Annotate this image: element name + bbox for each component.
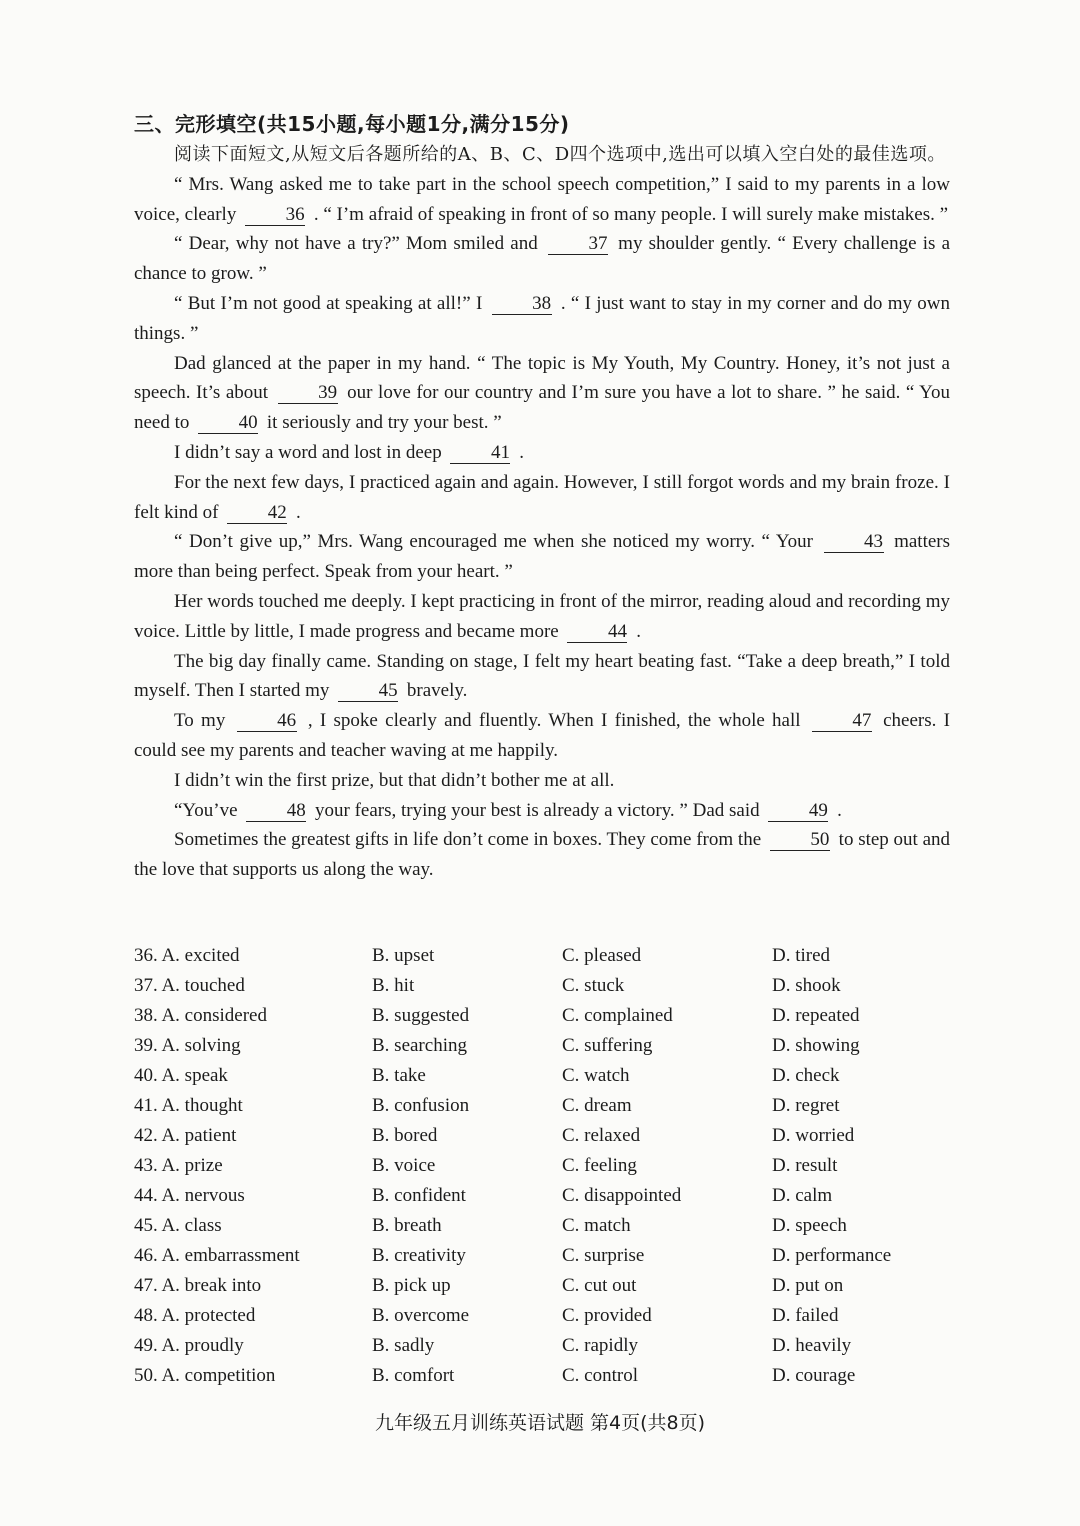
option-B: B. hit <box>372 975 415 996</box>
page-footer: 九年级五月训练英语试题 第4页(共8页) <box>374 1412 706 1434</box>
option-row <box>134 1245 950 1275</box>
passage-paragraph <box>134 527 950 587</box>
option-B: B. confusion <box>372 1095 470 1116</box>
option-C: C. watch <box>562 1065 630 1086</box>
blank-37: 37 <box>548 234 608 255</box>
option-B: B. take <box>372 1065 426 1086</box>
option-D: D. result <box>772 1155 838 1176</box>
option-A: 40. A. speak <box>134 1065 228 1086</box>
passage-text: . <box>519 441 524 463</box>
passage-paragraph <box>134 349 950 438</box>
passage-text: Her words touched me deeply. I kept practicing in front of the mirror, reading aloud and recording my voice. Little by little, I made progress and became more <box>134 590 950 642</box>
passage-paragraph <box>134 438 950 468</box>
option-C: C. disappointed <box>562 1185 682 1206</box>
blank-48: 48 <box>246 801 306 822</box>
passage-paragraph <box>134 468 950 528</box>
option-D: D. speech <box>772 1215 847 1236</box>
passage-text: To my <box>174 710 226 732</box>
option-D: D. shook <box>772 975 841 996</box>
option-row <box>134 1065 950 1095</box>
passage-paragraph <box>134 796 950 826</box>
passage-text: “ Don’t give up,” Mrs. Wang encouraged me when she noticed my worry. “ Your <box>174 531 813 553</box>
option-B: B. voice <box>372 1155 436 1176</box>
option-A: 45. A. class <box>134 1215 222 1236</box>
option-A: 38. A. considered <box>134 1005 267 1026</box>
blank-41: 41 <box>450 443 510 464</box>
blank-46: 46 <box>237 711 297 732</box>
option-A: 39. A. solving <box>134 1035 241 1056</box>
option-C: C. complained <box>562 1005 673 1026</box>
option-A: 50. A. competition <box>134 1365 276 1386</box>
blank-49: 49 <box>768 801 828 822</box>
option-C: C. rapidly <box>562 1335 638 1356</box>
blank-39: 39 <box>278 383 338 404</box>
option-B: B. sadly <box>372 1335 435 1356</box>
passage-text: For the next few days, I practiced again and again. However, I still forgot words and my brain froze. I felt kind of <box>134 471 950 523</box>
passage-text: “ Mrs. Wang asked me to take part in the school speech competition,” I said to my parents in a low voice, clearly <box>134 173 950 225</box>
passage-text: my shoulder gently. “ Every challenge is a chance to grow. ” <box>134 233 951 285</box>
blank-50: 50 <box>770 830 830 851</box>
passage-paragraph <box>134 706 950 766</box>
option-row <box>134 1155 950 1185</box>
section-title: 三、完形填空(共15小题,每小题1分,满分15分) <box>134 112 570 136</box>
passage-paragraph <box>134 766 950 796</box>
instructions: 阅读下面短文,从短文后各题所给的A、B、C、D四个选项中,选出可以填入空白处的最佳选项。 <box>174 144 946 165</box>
option-D: D. heavily <box>772 1335 852 1356</box>
option-D: D. regret <box>772 1095 840 1116</box>
passage-text: . <box>837 799 842 821</box>
option-row <box>134 1335 950 1365</box>
passage-text: your fears, trying your best is already a victory. ” Dad said <box>315 799 760 821</box>
option-C: C. surprise <box>562 1245 645 1266</box>
passage-text: I didn’t win the first prize, but that didn’t bother me at all. <box>174 769 615 791</box>
blank-43: 43 <box>824 532 884 553</box>
option-B: B. overcome <box>372 1305 470 1326</box>
passage-text: . “ I’m afraid of speaking in front of so many people. I will surely make mistakes. ” <box>313 203 949 225</box>
option-B: B. upset <box>372 945 435 966</box>
blank-42: 42 <box>227 503 287 524</box>
passage-text: I didn’t say a word and lost in deep <box>174 441 442 463</box>
passage-text: Dad glanced at the paper in my hand. “ The topic is My Youth, My Country. Honey, it’s not just a speech. It’s about <box>134 352 950 404</box>
blank-38: 38 <box>492 294 552 315</box>
option-C: C. control <box>562 1365 638 1386</box>
option-C: C. match <box>562 1215 631 1236</box>
option-D: D. calm <box>772 1185 833 1206</box>
passage-text: “ But I’m not good at speaking at all!” I <box>174 292 483 314</box>
option-row <box>134 1185 950 1215</box>
passage-text: cheers. I could see my parents and teacher waving at me happily. <box>134 710 951 761</box>
passage-paragraph <box>134 647 950 707</box>
option-row <box>134 1125 950 1155</box>
option-row <box>134 1275 950 1305</box>
option-D: D. failed <box>772 1305 839 1326</box>
option-D: D. courage <box>772 1365 856 1386</box>
passage-body <box>134 170 950 885</box>
option-B: B. bored <box>372 1125 438 1146</box>
option-C: C. provided <box>562 1305 652 1326</box>
passage-paragraph <box>134 825 950 885</box>
option-A: 43. A. prize <box>134 1155 223 1176</box>
option-B: B. comfort <box>372 1365 455 1386</box>
option-C: C. cut out <box>562 1275 637 1296</box>
option-A: 46. A. embarrassment <box>134 1245 300 1266</box>
option-row <box>134 1215 950 1245</box>
option-row <box>134 1365 950 1395</box>
blank-44: 44 <box>567 622 627 643</box>
passage-text: matters more than being perfect. Speak from your heart. ” <box>134 531 951 583</box>
option-C: C. feeling <box>562 1155 637 1176</box>
passage-text: . <box>295 501 301 523</box>
passage-paragraph <box>134 170 950 230</box>
options-list <box>134 945 950 1395</box>
passage-paragraph <box>134 587 950 647</box>
option-row <box>134 1005 950 1035</box>
option-B: B. suggested <box>372 1005 470 1026</box>
passage-text: . “ I just want to stay in my corner and do my own things. ” <box>134 292 951 344</box>
option-B: B. breath <box>372 1215 442 1236</box>
option-A: 37. A. touched <box>134 975 245 996</box>
option-D: D. showing <box>772 1035 860 1056</box>
option-A: 41. A. thought <box>134 1095 243 1116</box>
option-D: D. put on <box>772 1275 844 1296</box>
passage-text: The big day finally came. Standing on stage, I felt my heart beating fast. “Take a deep breath,” I told myself. Then I started my <box>134 650 950 702</box>
option-row <box>134 945 950 975</box>
passage-text: to step out and the love that supports us along the way. <box>134 829 951 881</box>
passage-text: “ Dear, why not have a try?” Mom smiled and <box>174 233 538 255</box>
passage-paragraph <box>134 289 950 349</box>
option-A: 44. A. nervous <box>134 1185 245 1206</box>
passage-text: . <box>636 620 641 642</box>
option-row <box>134 975 950 1005</box>
passage-text: , I spoke clearly and fluently. When I finished, the whole hall <box>307 710 801 732</box>
option-row <box>134 1305 950 1335</box>
option-D: D. repeated <box>772 1005 860 1026</box>
passage-text: “You’ve <box>174 799 238 821</box>
blank-40: 40 <box>198 413 258 434</box>
option-B: B. confident <box>372 1185 466 1206</box>
passage-text: our love for our country and I’m sure you have a lot to share. ” he said. “ You need to <box>134 382 951 434</box>
option-row <box>134 1035 950 1065</box>
option-D: D. tired <box>772 945 831 966</box>
option-B: B. creativity <box>372 1245 466 1266</box>
option-C: C. pleased <box>562 945 642 966</box>
blank-36: 36 <box>245 205 305 226</box>
option-A: 47. A. break into <box>134 1275 262 1296</box>
option-D: D. worried <box>772 1125 855 1146</box>
cloze-passage <box>134 140 950 885</box>
option-B: B. pick up <box>372 1275 451 1296</box>
passage-text: bravely. <box>406 680 468 702</box>
option-A: 48. A. protected <box>134 1305 256 1326</box>
option-C: C. stuck <box>562 975 625 996</box>
passage-text: Sometimes the greatest gifts in life don’t come in boxes. They come from the <box>174 829 762 851</box>
option-D: D. check <box>772 1065 840 1086</box>
option-row <box>134 1095 950 1125</box>
option-B: B. searching <box>372 1035 467 1056</box>
option-C: C. suffering <box>562 1035 653 1056</box>
option-A: 42. A. patient <box>134 1125 237 1146</box>
passage-paragraph <box>134 229 950 289</box>
option-C: C. dream <box>562 1095 632 1116</box>
option-A: 36. A. excited <box>134 945 240 966</box>
blank-45: 45 <box>338 681 398 702</box>
blank-47: 47 <box>812 711 872 732</box>
option-C: C. relaxed <box>562 1125 641 1146</box>
option-A: 49. A. proudly <box>134 1335 244 1356</box>
passage-text: it seriously and try your best. ” <box>266 412 502 434</box>
option-D: D. performance <box>772 1245 892 1266</box>
